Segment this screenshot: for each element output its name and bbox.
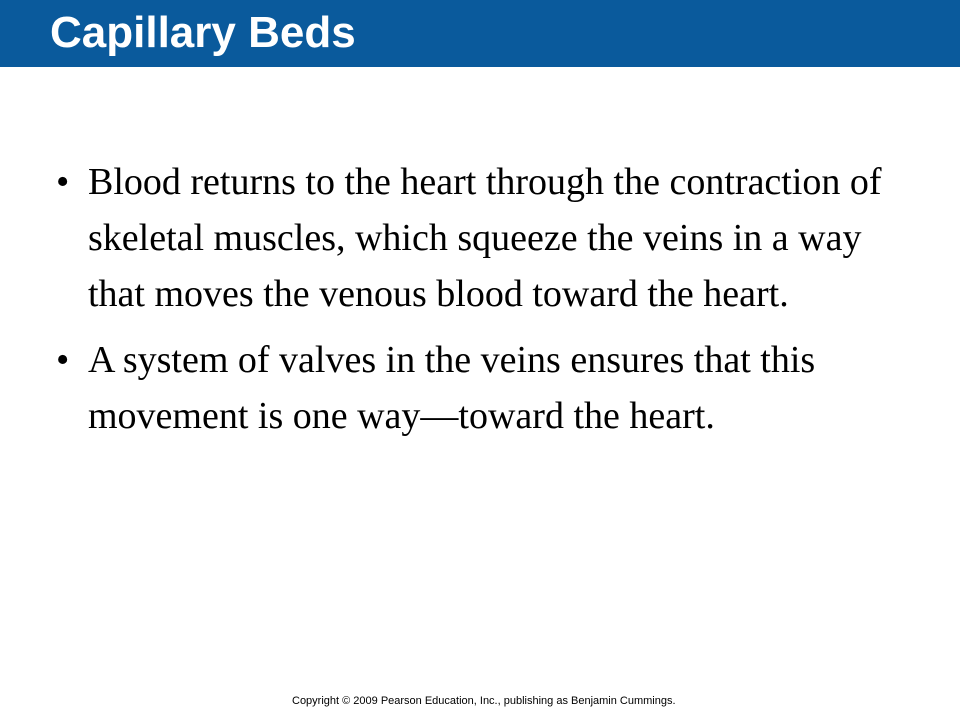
- slide-title: Capillary Beds: [50, 8, 356, 57]
- bullet-text: Blood returns to the heart through the contraction of skeletal muscles, which squeeze the veins in a way that moves the venous blood toward the heart.: [88, 161, 882, 315]
- bullet-item: [56, 332, 926, 444]
- copyright-notice: Copyright © 2009 Pearson Education, Inc., publishing as Benjamin Cummings.: [292, 695, 676, 707]
- bullet-list: [56, 154, 926, 444]
- bullet-marker: •: [56, 339, 70, 381]
- bullet-marker: •: [56, 161, 70, 203]
- title-bar: [0, 0, 960, 67]
- bullet-text: A system of valves in the veins ensures that this movement is one way—toward the heart.: [88, 339, 816, 437]
- bullet-item: [56, 154, 926, 322]
